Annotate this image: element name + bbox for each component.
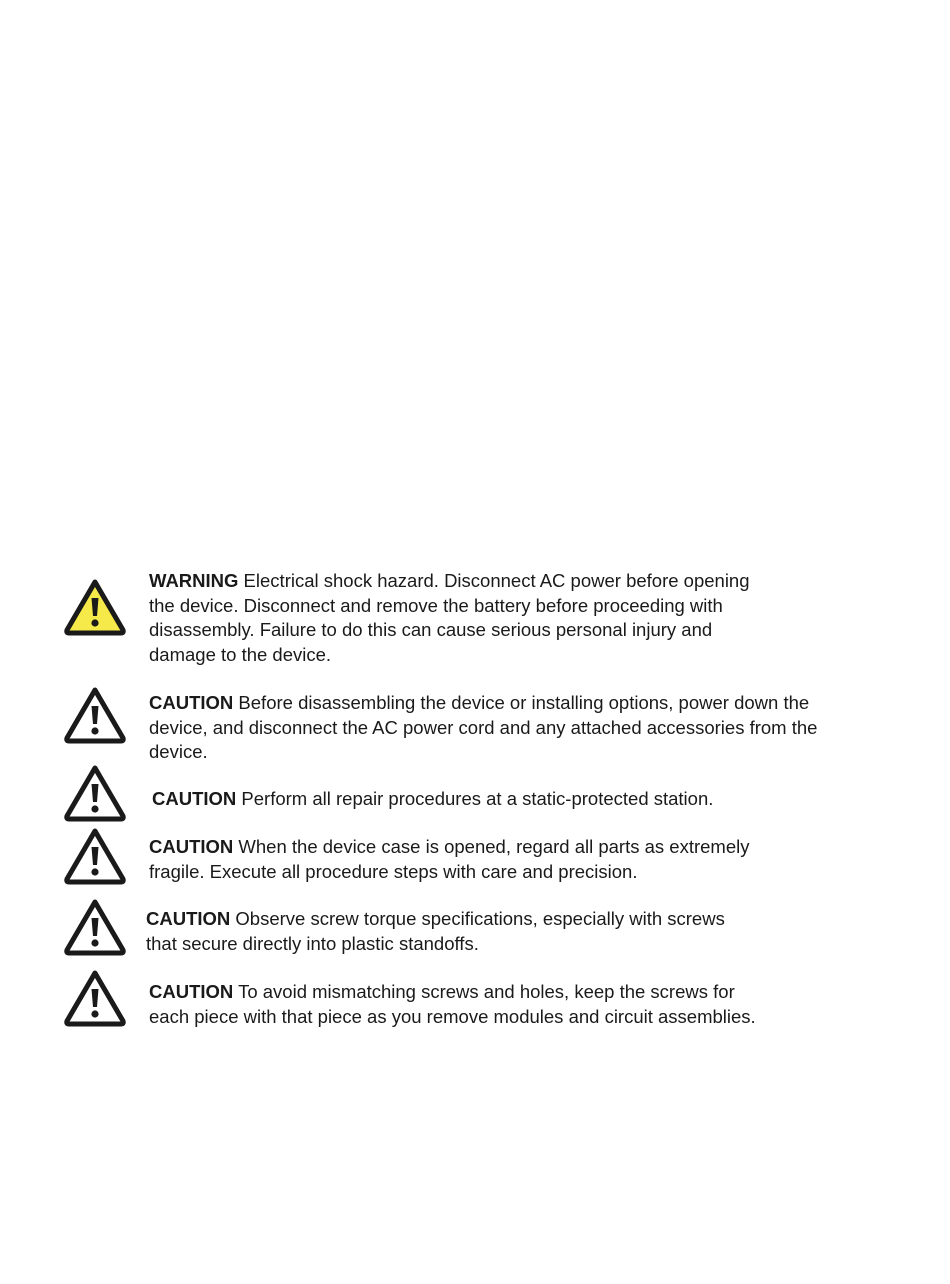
notice-line (146, 907, 725, 932)
notice-line-text: Perform all repair procedures at a static-protected station. (236, 788, 714, 809)
caution-label: CAUTION (149, 981, 234, 1002)
caution-label: CAUTION (149, 836, 234, 857)
notice-line-text: damage to the device. (149, 643, 332, 665)
notice-line-text: Before disassembling the device or installing options, power down the (233, 692, 810, 713)
caution-label: CAUTION (152, 788, 237, 809)
caution-notice-text (149, 835, 750, 884)
caution-label: CAUTION (149, 692, 234, 713)
notice-line (149, 860, 750, 885)
notice-line-text: To avoid mismatching screws and holes, keep the screws for (233, 981, 735, 1002)
notice-line-text: Observe screw torque specifications, especially with screws (230, 908, 725, 929)
notice-line (149, 643, 750, 668)
notice-line (149, 740, 817, 765)
warning-triangle-icon (63, 578, 127, 636)
caution-triangle-icon (63, 827, 127, 885)
caution-label: CAUTION (146, 908, 231, 929)
caution-notice-text (152, 787, 713, 812)
caution-notice-text (149, 980, 756, 1029)
notice-line-text: fragile. Execute all procedure steps with care and precision. (149, 860, 638, 882)
caution-triangle-icon (63, 898, 127, 956)
notice-line (152, 787, 713, 812)
caution-notice-text (149, 691, 817, 765)
warning-label: WARNING (149, 570, 239, 591)
notice-line (149, 618, 750, 643)
notice-line (149, 980, 756, 1005)
notice-line-text: disassembly. Failure to do this can cause serious personal injury and (149, 619, 713, 640)
notice-line-text: Electrical shock hazard. Disconnect AC power before opening (238, 570, 750, 591)
notice-line-text: device, and disconnect the AC power cord and any attached accessories from the (149, 716, 818, 738)
notice-line (146, 932, 725, 957)
notice-line (149, 1005, 756, 1030)
caution-triangle-icon (63, 686, 127, 744)
notice-line-text: device. (149, 741, 208, 762)
caution-triangle-icon (63, 764, 127, 822)
notice-line-text: When the device case is opened, regard all parts as extremely (233, 836, 750, 857)
notice-line (149, 594, 750, 619)
caution-triangle-icon (63, 969, 127, 1027)
notice-line-text: the device. Disconnect and remove the battery before proceeding with (149, 594, 723, 616)
warning-notice-text (149, 569, 750, 667)
notice-line-text: each piece with that piece as you remove modules and circuit assemblies. (149, 1005, 756, 1027)
notice-line-text: that secure directly into plastic standoffs. (146, 932, 479, 954)
notice-line (149, 835, 750, 860)
notice-line (149, 691, 817, 716)
notice-line (149, 716, 817, 741)
notice-line (149, 569, 750, 594)
caution-notice-text (146, 907, 725, 956)
